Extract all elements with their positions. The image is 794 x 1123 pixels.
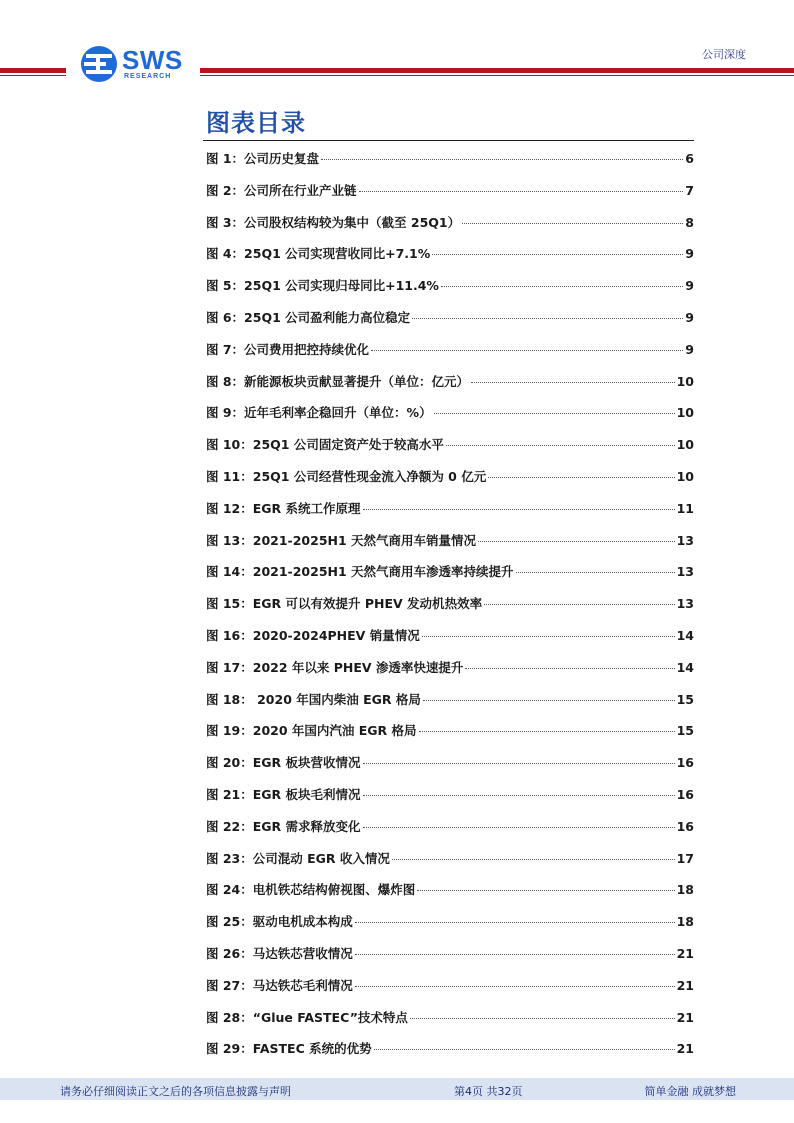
toc-item-label[interactable]: 图 15：EGR 可以有效提升 PHEV 发动机热效率 — [206, 596, 483, 612]
toc-item-page[interactable]: 21 — [676, 1041, 694, 1057]
toc-item-page[interactable]: 13 — [676, 564, 694, 580]
toc-item[interactable] — [206, 276, 694, 308]
toc-item[interactable] — [206, 435, 694, 467]
header-rule-left — [0, 68, 66, 77]
toc-item-page[interactable]: 11 — [676, 500, 694, 516]
toc-item[interactable] — [206, 817, 694, 849]
toc-item-page[interactable]: 9 — [685, 309, 694, 325]
toc-item-page[interactable]: 15 — [676, 723, 694, 739]
toc-item-page[interactable]: 10 — [676, 405, 694, 421]
toc-item[interactable] — [206, 403, 694, 435]
toc-item[interactable] — [206, 244, 694, 276]
toc-dot-leader — [441, 286, 683, 287]
toc-dot-leader — [410, 1018, 675, 1019]
report-type-label: 公司深度 — [702, 48, 746, 61]
toc-item-label[interactable]: 图 21：EGR 板块毛利情况 — [206, 786, 361, 802]
toc-dot-leader — [417, 890, 674, 891]
toc-item[interactable] — [206, 690, 694, 722]
toc-item-page[interactable]: 16 — [676, 818, 694, 834]
toc-item-page[interactable]: 16 — [676, 786, 694, 802]
toc-dot-leader — [359, 191, 684, 192]
toc-dot-leader — [412, 318, 683, 319]
toc-dot-leader — [478, 541, 675, 542]
toc-dot-leader — [371, 350, 683, 351]
toc-item-page[interactable]: 13 — [676, 532, 694, 548]
page-title: 图表目录 — [206, 109, 306, 137]
toc-item-label[interactable]: 图 1：公司历史复盘 — [206, 151, 320, 166]
toc-item[interactable] — [206, 594, 694, 626]
toc-item-label[interactable]: 图 18： 2020 年国内柴油 EGR 格局 — [206, 691, 421, 707]
toc-dot-leader — [462, 223, 683, 224]
toc-item-label[interactable]: 图 6：25Q1 公司盈利能力高位稳定 — [206, 309, 411, 325]
toc-item-label[interactable]: 图 24：电机铁芯结构俯视图、爆炸图 — [206, 882, 416, 898]
toc-item-label[interactable]: 图 29：FASTEC 系统的优势 — [206, 1041, 372, 1057]
toc-item[interactable] — [206, 721, 694, 753]
toc-item-label[interactable]: 图 3：公司股权结构较为集中（截至 25Q1） — [206, 214, 461, 230]
toc-item-page[interactable]: 9 — [685, 341, 694, 357]
toc-dot-leader — [321, 159, 683, 160]
toc-item[interactable] — [206, 531, 694, 563]
toc-dot-leader — [446, 445, 675, 446]
toc-item-label[interactable]: 图 2：公司所在行业产业链 — [206, 182, 357, 198]
toc-item-label[interactable]: 图 23：公司混动 EGR 收入情况 — [206, 850, 390, 866]
toc-item[interactable] — [206, 944, 694, 976]
toc-item-page[interactable]: 15 — [676, 691, 694, 707]
toc-item-page[interactable]: 21 — [676, 945, 694, 961]
toc-item-label[interactable]: 图 22：EGR 需求释放变化 — [206, 818, 361, 834]
toc-dot-leader — [484, 604, 675, 605]
toc-item-label[interactable]: 图 12：EGR 系统工作原理 — [206, 500, 361, 516]
toc-item-page[interactable]: 10 — [676, 437, 694, 453]
toc-item[interactable] — [206, 912, 694, 944]
toc-item-page[interactable]: 10 — [676, 468, 694, 484]
toc-item-page[interactable]: 8 — [685, 214, 694, 230]
logo-subtext: RESEARCH — [124, 73, 172, 80]
toc-item[interactable] — [206, 658, 694, 690]
toc-item[interactable] — [206, 181, 694, 213]
toc-dot-leader — [422, 636, 675, 637]
toc-item-label[interactable]: 图 11：25Q1 公司经营性现金流入净额为 0 亿元 — [206, 468, 487, 484]
toc-item[interactable] — [206, 849, 694, 881]
toc-item-label[interactable]: 图 28：“Glue FASTEC”技术特点 — [206, 1009, 408, 1025]
toc-item-page[interactable]: 21 — [676, 977, 694, 993]
toc-dot-leader — [355, 954, 675, 955]
toc-item-page[interactable]: 10 — [676, 373, 694, 389]
toc-dot-leader — [423, 700, 675, 701]
footer-disclaimer: 请务必仔细阅读正文之后的各项信息披露与声明 — [60, 1085, 291, 1098]
toc-item-label[interactable]: 图 27：马达铁芯毛利情况 — [206, 977, 353, 993]
toc-item-page[interactable]: 6 — [685, 151, 694, 166]
title-divider — [203, 140, 694, 141]
toc-dot-leader — [465, 668, 674, 669]
sws-logo-icon — [80, 45, 118, 83]
toc-item-page[interactable]: 18 — [676, 882, 694, 898]
toc-item-page[interactable]: 18 — [676, 914, 694, 930]
toc-item[interactable] — [206, 467, 694, 499]
toc-item-label[interactable]: 图 4：25Q1 公司实现营收同比+7.1% — [206, 246, 431, 262]
toc-item-label[interactable]: 图 13：2021-2025H1 天然气商用车销量情况 — [206, 532, 477, 548]
toc-item-page[interactable]: 14 — [676, 659, 694, 675]
footer-slogan: 简单金融 成就梦想 — [644, 1085, 736, 1098]
toc-item-label[interactable]: 图 9：近年毛利率企稳回升（单位：%） — [206, 405, 432, 421]
toc-dot-leader — [432, 254, 683, 255]
toc-item[interactable] — [206, 626, 694, 658]
toc-item-label[interactable]: 图 26：马达铁芯营收情况 — [206, 945, 353, 961]
toc-item-page[interactable]: 17 — [676, 850, 694, 866]
toc-item[interactable] — [206, 499, 694, 531]
toc-dot-leader — [471, 382, 675, 383]
toc-item-page[interactable]: 7 — [685, 182, 694, 198]
toc-item[interactable] — [206, 372, 694, 404]
toc-item-label[interactable]: 图 14：2021-2025H1 天然气商用车渗透率持续提升 — [206, 564, 514, 580]
toc-item[interactable] — [206, 785, 694, 817]
header-rule-right — [200, 68, 794, 77]
logo-text: SWS — [122, 45, 183, 75]
toc-item[interactable] — [206, 880, 694, 912]
toc-item-label[interactable]: 图 8：新能源板块贡献显著提升（单位：亿元） — [206, 373, 470, 389]
toc-dot-leader — [355, 986, 675, 987]
toc-dot-leader — [363, 509, 675, 510]
toc-dot-leader — [434, 413, 675, 414]
toc-item-label[interactable]: 图 19：2020 年国内汽油 EGR 格局 — [206, 723, 417, 739]
toc-item-label[interactable]: 图 7：公司费用把控持续优化 — [206, 341, 370, 357]
toc-item[interactable] — [206, 340, 694, 372]
toc-dot-leader — [363, 827, 675, 828]
toc-item-page[interactable]: 16 — [676, 755, 694, 771]
toc-item[interactable] — [206, 976, 694, 1008]
toc-item-page[interactable]: 9 — [685, 278, 694, 294]
toc-dot-leader — [488, 477, 674, 478]
toc-dot-leader — [363, 795, 675, 796]
sws-logo — [80, 45, 190, 85]
toc-item[interactable] — [206, 562, 694, 594]
toc-item[interactable] — [206, 149, 694, 181]
toc-item-label[interactable]: 图 20：EGR 板块营收情况 — [206, 755, 361, 771]
toc-item-page[interactable]: 13 — [676, 596, 694, 612]
toc-item-page[interactable]: 9 — [685, 246, 694, 262]
toc-dot-leader — [355, 922, 675, 923]
toc-item-label[interactable]: 图 17：2022 年以来 PHEV 渗透率快速提升 — [206, 659, 464, 675]
toc-dot-leader — [419, 731, 675, 732]
toc-item-label[interactable]: 图 10：25Q1 公司固定资产处于较高水平 — [206, 437, 444, 453]
toc-dot-leader — [374, 1049, 675, 1050]
toc-item[interactable] — [206, 308, 694, 340]
toc-dot-leader — [363, 763, 675, 764]
toc-item[interactable] — [206, 1008, 694, 1040]
figure-toc-list — [206, 149, 694, 1071]
toc-item[interactable] — [206, 1039, 694, 1071]
toc-item[interactable] — [206, 753, 694, 785]
toc-item-page[interactable]: 21 — [676, 1009, 694, 1025]
toc-item-label[interactable]: 图 25：驱动电机成本构成 — [206, 914, 353, 930]
toc-dot-leader — [516, 572, 675, 573]
toc-item-label[interactable]: 图 5：25Q1 公司实现归母同比+11.4% — [206, 278, 439, 294]
toc-item-page[interactable]: 14 — [676, 627, 694, 643]
toc-dot-leader — [392, 859, 675, 860]
footer-page-info: 第4页 共32页 — [454, 1085, 523, 1098]
toc-item[interactable] — [206, 213, 694, 245]
toc-item-label[interactable]: 图 16：2020-2024PHEV 销量情况 — [206, 627, 420, 643]
